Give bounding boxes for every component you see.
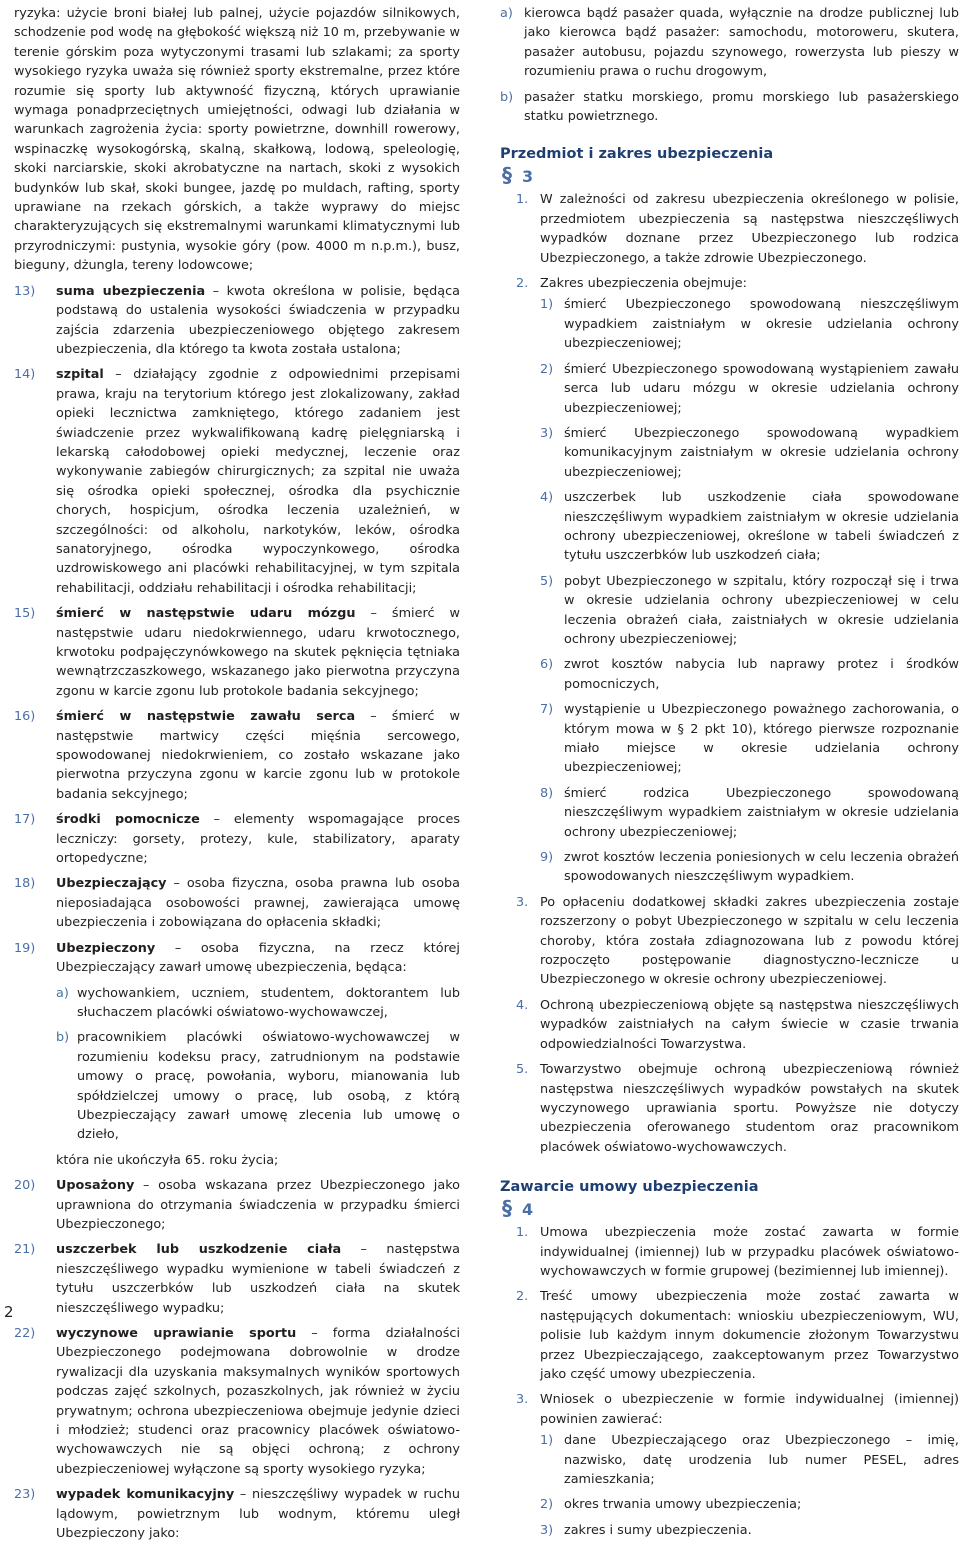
definition-term: Ubezpieczony [56,940,156,956]
item-text: Umowa ubezpieczenia może zostać zawarta w formie indywidualnej (imiennej) lub w przypadku placówek oświatowo-wychowawczych w formie grupowej (bezimiennej lub imiennej). [540,1225,959,1279]
section-heading-contract: Zawarcie umowy ubezpieczenia [500,1179,759,1196]
sub-text: wychowankiem, uczniem, studentem, doktorantem lub słuchaczem placówki oświatowo-wychowawczej, [77,985,460,1020]
paragraph-3-item-1 [500,190,959,268]
page-number: 2 [4,1303,14,1321]
definition-19 [14,939,460,1170]
sub-number: a) [500,6,513,21]
item-text: Ochroną ubezpieczeniową objęte są następstwa nieszczęśliwych wypadków zaistniałych na całym świecie w czasie trwania odpowiedzialności Towarzystwa. [540,997,959,1052]
item-number: 5) [540,573,554,589]
definition-number: 21) [14,1242,36,1258]
scope-item [540,572,959,650]
sub-text: pracownikiem placówki oświatowo-wychowawczej w rozumieniu kodeksu pracy, zatrudnionym na podstawie umowy o pracę, powołania, wyboru, mianowania lub spółdzielczej umowy o pracę, lub osobą, z którą Ubezpieczający zawarł umowę zlecenia lub umowę o dzieło, [77,1030,460,1143]
definition-19-sub-b [56,1028,460,1144]
definition-number: 23) [14,1487,36,1503]
numbered-item [500,996,959,1054]
scope-item [540,295,959,353]
definition-number: 17) [14,812,36,828]
definition-item [14,874,460,932]
item-text: pobyt Ubezpieczonego w szpitalu, który rozpoczął się i trwa w okresie udzielania ochrony ubezpieczeniowej w celu leczenia obrażeń ciała, zaistniałych w okresie udzielania ochrony ubezpieczeniowej; [564,573,959,647]
item-number: 6) [540,657,554,673]
paragraph-number: 3 [522,167,534,187]
item-number: 9) [540,850,554,866]
definition-item [14,1176,460,1234]
sub-number: b) [56,1030,70,1046]
item-number: 2) [540,1497,554,1513]
definition-text: – następstwa nieszczęśliwego wypadku wymienione w tabeli świadczeń z tytułu uszczerbków lub uszkodzeń ciała na skutek nieszczęśliwego wypadku; [56,1242,460,1316]
item-number: 1) [540,297,554,313]
definitions-list [14,282,460,933]
numbered-item [500,1287,959,1384]
item-text: zwrot kosztów nabycia lub naprawy protez i środków pomocniczych, [564,657,959,692]
definition-number: 15) [14,606,36,622]
item-number: 3) [540,425,554,441]
definition-item [14,1324,460,1479]
definition-text: – działający zgodnie z odpowiednimi przepisami prawa, kraju na terytorium którego jest zlokalizowany, zakład opieki lecznictwa zamkniętego, którego zadaniem jest świadczenie przez wykwalifikowaną kadrę pielęgniarską i lekarską całodobowej opieki medycznej, leczenie oraz wykonywanie zabiegów chirurgicznych; za szpital nie uważa się ośrodka opieki społecznej, ośrodka dla psychicznie chorych, hospicjum, ośrodka leczenia uzależnień, w szczególności: od alkoholu, narkotyków, leków, ośrodka sanatoryjnego, ośrodka wypoczynkowego, ośrodka uzdrowiskowego ani placówki rehabilitacyjnej, w tym szpitala rehabilitacji, oddziału rehabilitacji i ośrodka rehabilitacji; [56,367,460,596]
item-number: 8) [540,785,554,801]
definition-item [14,1240,460,1318]
definition-item [14,1485,460,1543]
item-number: 2. [516,276,529,292]
definition-19-after: która nie ukończyła 65. roku życia; [56,1152,279,1168]
definition-text: – osoba fizyczna, osoba prawna lub osoba nieposiadająca osobowości prawnej, zawierająca umowę ubezpieczenia i zobowiązana do opłacenia składki; [56,876,460,931]
definition-item [14,282,460,360]
paragraph-4-heading [502,1197,959,1221]
scope-list [540,295,959,886]
item-number: 7) [540,702,554,718]
definition-term: środki pomocnicze [56,812,200,828]
numbered-item [500,1060,959,1157]
scope-item [540,700,959,778]
item-text: śmierć rodzica Ubezpieczonego spowodowaną nieszczęśliwym wypadkiem zaistniałym w okresie udzielania ochrony ubezpieczeniowej; [564,785,959,840]
section-heading-scope: Przedmiot i zakres ubezpieczenia [500,146,774,163]
definition-number: 22) [14,1326,36,1341]
item-text: Towarzystwo obejmuje ochroną ubezpieczeniową również następstwa nieszczęśliwych wypadków powstałych na skutek wyczynowego uprawiania sportu. Powyższe nie dotyczy ubezpieczenia oferowanego studentom oraz pracownikom placówek oświatowo-wychowawczych. [540,1062,959,1155]
numbered-item [500,893,959,990]
scope-item [540,1431,959,1489]
transport-sub-b [500,88,959,127]
sub-text: kierowca bądź pasażer quada, wyłącznie na drodze publicznej lub jako kierowca bądź pasażer: samochodu, motoroweru, skutera, pasażer autobusu, pojazdu szynowego, rowerzysta lub pieszy w rozumieniu prawa o ruchu drogowym, [524,6,959,80]
item-text: uszczerbek lub uszkodzenie ciała spowodowane nieszczęśliwym wypadkiem zaistniałym w okresie udzielania ochrony ubezpieczeniowej, określone w tabeli świadczeń z tytułu uszczerbków lub uszkodzeń ciała; [564,490,959,564]
item-text: śmierć Ubezpieczonego spowodowaną wypadkiem komunikacyjnym zaistniałym w okresie udzielania ochrony ubezpieczeniowej; [564,425,959,480]
left-column [14,4,460,1549]
numbered-item [500,1390,959,1540]
definition-text: – kwota określona w polisie, będąca podstawą do ustalenia wysokości świadczenia w przypadku zajścia zdarzenia ubezpieczeniowego objętego zakresem ubezpieczenia, dla którego ta kwota została ustalona; [56,283,461,357]
item-number: 5. [516,1062,529,1078]
item-number: 1. [516,192,529,208]
definition-text: – śmierć w następstwie martwicy części mięśnia sercowego, spowodowanej niedokrwieniem, co zostało wskazane jako pierwotna przyczyna zgonu w karcie zgonu lub w protokole badania sekcyjnego; [56,709,460,802]
item-text: wystąpienie u Ubezpieczonego poważnego zachorowania, o którym mowa w § 2 pkt 10), którego pierwsze rozpoznanie miało miejsce w okresie udzielania ochrony ubezpieczeniowej; [564,702,959,776]
definition-term: Uposażony [56,1178,135,1194]
item-text: okres trwania umowy ubezpieczenia; [564,1497,802,1513]
item-text: Treść umowy ubezpieczenia może zostać zawarta w następujących dokumentach: wnioskiu ubezpieczeniowym, WU, polisie lub każdym innym dokumencie złożonym Towarzystwu przez Ubezpieczającego, zaakceptowanym przez Towarzystwo jako część umowy ubezpieczenia. [540,1289,959,1382]
item-number: 1) [540,1433,554,1449]
definition-number: 14) [14,367,36,383]
scope-item [540,1521,959,1540]
scope-item [540,655,959,694]
paragraph-3-item-2 [500,274,959,887]
intro-paragraph: ryzyka: użycie broni białej lub palnej, użycie pojazdów silnikowych, schodzenie pod wodę na głębokość większą niż 10 m, przebywanie w terenie górskim poza wytyczonymi trasami lub szlakami; za sporty wysokiego ryzyka uważa się również sporty ekstremalne, przez które rozumie się sporty lub aktywność fizyczną, których uprawianie wymaga ponadprzeciętnych umiejętności, odwagi lub działania w warunkach zagrożenia życia: sporty powietrzne, downhill rowerowy, wspinaczkę wysokogórską, skalną, skałkową, lodową, speleologię, skoki narciarskie, skoki akrobatyczne na nartach, skoki z wysokich budynków lub skał, skoki bungee, jazdę po muldach, rafting, sporty uprawiane na rzekach górskich, a także wyprawy do miejsc charakteryzujących się ekstremalnymi warunkami klimatycznymi lub przyrodniczymi: pustynia, wysokie góry (pow. 4000 m n.p.m.), busz, bieguny, dżungla, tereny lodowcowe; [14,6,460,274]
definition-text: – osoba fizyczna, na rzecz której Ubezpieczający zawarł umowę ubezpieczenia, będąca: [56,940,460,976]
definition-text: – śmierć w następstwie udaru niedokrwiennego, udaru krwotocznego, krwotoku podpajęczynówkowego na skutek pęknięcia tętniaka wewnątrzczaszkowego, wskazanego jako pierwotna przyczyna zgonu w karcie zgonu lub protokole badania sekcyjnego; [56,606,460,699]
definition-term: uszczerbek lub uszkodzenie ciała [56,1242,342,1258]
definition-number: 16) [14,709,36,725]
definition-number: 13) [14,283,36,299]
definition-item [14,810,460,868]
item-text: zwrot kosztów leczenia poniesionych w celu leczenia obrażeń spowodowanych nieszczęśliwym wypadkiem. [564,850,959,885]
item-text: W zależności od zakresu ubezpieczenia określonego w polisie, przedmiotem ubezpieczenia są następstwa nieszczęśliwych wypadków doznane przez Ubezpieczonego lub rodzica Ubezpieczonego, a także zdrowie Ubezpieczonego. [540,192,959,266]
numbered-item [500,1223,959,1281]
item-text: Wniosek o ubezpieczenie w formie indywidualnej (imiennej) powinien zawierać: [540,1392,959,1427]
definitions-list-continued [14,1176,460,1543]
item-text: śmierć Ubezpieczonego spowodowaną wystąpieniem zawału serca lub udaru mózgu w okresie udzielania ochrony ubezpieczeniowej; [564,361,959,416]
definition-item [14,365,460,598]
sub-number: a) [56,985,69,1001]
definition-term: suma ubezpieczenia [56,283,206,299]
definition-term: wyczynowe uprawianie sportu [56,1326,297,1341]
item-number: 4) [540,490,554,506]
application-contents-list [540,1431,959,1540]
item-text: zakres i sumy ubezpieczenia. [564,1522,752,1538]
item-number: 4. [516,997,529,1013]
definition-19-sub-a [56,984,460,1023]
sub-number: b) [500,89,514,105]
definition-text: – elementy wspomagające proces leczniczy: gorsety, protezy, kule, stabilizatory, aparaty ortopedyczne; [56,812,461,867]
transport-sub-a [500,4,959,82]
paragraph-3-items-continued [500,893,959,1157]
item-number: 1. [516,1225,529,1241]
definition-number: 19) [14,940,36,956]
definition-number: 20) [14,1178,36,1194]
definition-term: wypadek komunikacyjny [56,1487,235,1503]
definition-term: szpital [56,367,104,383]
definition-text: – forma działalności Ubezpieczonego podejmowana dobrowolnie w drodze rywalizacji dla uzyskania maksymalnych wyników sportowych podczas zajęć szkolnych, pozaszkolnych, jak również w życiu prywatnym; ochrona ubezpieczeniowa obejmuje jedynie dzieci i młodzież; studenci oraz pracownicy placówek oświatowo-wychowawczych nie są objęci ochroną; z ochrony ubezpieczeniowej wyłączone są sporty wysokiego ryzyka; [56,1326,460,1477]
definition-text: – osoba wskazana przez Ubezpieczonego jako uprawniona do otrzymania świadczenia w przypadku śmierci Ubezpieczonego; [56,1178,460,1232]
definition-item [14,707,460,804]
scope-item [540,360,959,418]
scope-item [540,1495,959,1514]
definition-item [14,604,460,701]
paragraph-4-items [500,1223,959,1540]
section-sign: § [502,163,512,188]
scope-item [540,784,959,842]
item-number: 3. [516,1392,529,1408]
definition-term: śmierć w następstwie zawału serca [56,709,356,725]
item-number: 3) [540,1522,554,1538]
item-number: 3. [516,894,529,910]
section-sign: § [502,1196,512,1221]
item-number: 2) [540,361,554,377]
paragraph-number: 4 [522,1200,534,1220]
right-column [500,4,959,1546]
definition-term: śmierć w następstwie udaru mózgu [56,606,356,622]
item-text: Zakres ubezpieczenia obejmuje: [540,276,747,292]
scope-item [540,488,959,566]
definition-number: 18) [14,876,36,892]
item-text: dane Ubezpieczającego oraz Ubezpieczonego – imię, nazwisko, datę urodzenia lub numer PESEL, adres zamieszkania; [564,1433,959,1487]
item-number: 2. [516,1289,529,1305]
item-text: Po opłaceniu dodatkowej składki zakres ubezpieczenia zostaje rozszerzony o pobyt Ubezpieczonego w szpitalu w celu leczenia choroby, która została zdiagnozowana lub z powodu której rozpoczęto postępowanie diagnostyczno-lecznicze u Ubezpieczonego w okresie ochrony ubezpieczeniowej. [540,894,959,988]
definition-text: – nieszczęśliwy wypadek w ruchu lądowym, powietrznym lub wodnym, któremu uległ Ubezpieczony jako: [56,1487,460,1542]
sub-text: pasażer statku morskiego, promu morskiego lub pasażerskiego statku powietrznego. [524,89,959,125]
item-text: śmierć Ubezpieczonego spowodowaną nieszczęśliwym wypadkiem zaistniałym w okresie udzielania ochrony ubezpieczeniowej; [564,297,959,352]
paragraph-3-heading [502,164,959,188]
definition-term: Ubezpieczający [56,876,167,892]
scope-item [540,424,959,482]
scope-item [540,848,959,887]
